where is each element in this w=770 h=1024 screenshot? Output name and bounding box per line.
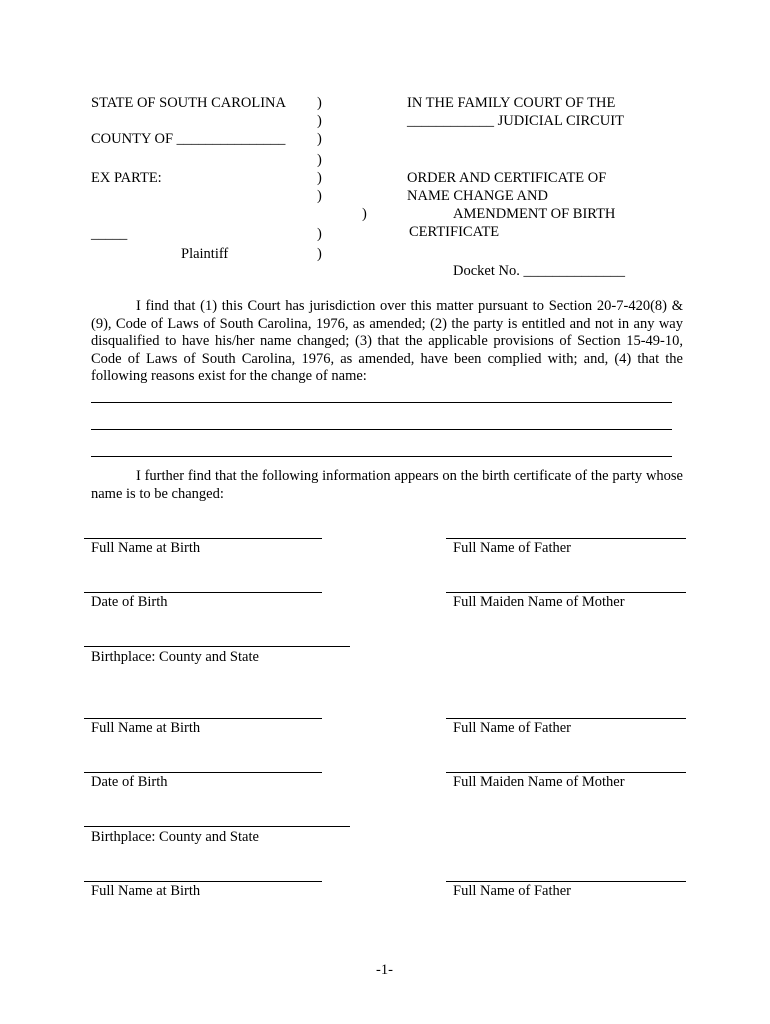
full-name-at-birth-label: Full Name at Birth (91, 540, 201, 556)
full-name-of-father-label: Full Name of Father (453, 720, 571, 736)
birthplace-line[interactable] (84, 826, 350, 827)
caption-paren: ) (317, 226, 322, 242)
date-of-birth-label: Date of Birth (91, 774, 168, 790)
reason-line-2[interactable] (91, 429, 672, 430)
order-title-line4: CERTIFICATE (409, 224, 500, 240)
ex-parte-label: EX PARTE: (91, 170, 162, 186)
caption-paren: ) (317, 152, 322, 168)
full-name-of-father-line[interactable] (446, 718, 686, 719)
order-title-line2: NAME CHANGE AND (407, 188, 548, 204)
court-name: IN THE FAMILY COURT OF THE (407, 95, 616, 111)
maiden-name-of-mother-line[interactable] (446, 592, 686, 593)
caption-paren: ) (317, 131, 322, 147)
birthplace-label: Birthplace: County and State (91, 649, 259, 665)
caption-paren: ) (362, 206, 367, 222)
full-name-at-birth-label: Full Name at Birth (91, 720, 201, 736)
caption-paren: ) (317, 113, 322, 129)
full-name-at-birth-label: Full Name at Birth (91, 883, 201, 899)
plaintiff-label: Plaintiff (181, 246, 229, 262)
maiden-name-of-mother-line[interactable] (446, 772, 686, 773)
page-number: -1- (376, 962, 393, 978)
full-name-at-birth-line[interactable] (84, 718, 322, 719)
full-name-of-father-label: Full Name of Father (453, 883, 571, 899)
state-label: STATE OF SOUTH CAROLINA (91, 95, 286, 111)
maiden-name-of-mother-label: Full Maiden Name of Mother (453, 774, 625, 790)
full-name-of-father-line[interactable] (446, 538, 686, 539)
date-of-birth-line[interactable] (84, 592, 322, 593)
reason-line-1[interactable] (91, 402, 672, 403)
county-label: COUNTY OF _______________ (91, 131, 286, 147)
caption-paren: ) (317, 170, 322, 186)
birthplace-line[interactable] (84, 646, 350, 647)
order-title-line3: AMENDMENT OF BIRTH (453, 206, 616, 222)
full-name-at-birth-line[interactable] (84, 538, 322, 539)
caption-paren: ) (317, 246, 322, 262)
caption-paren: ) (317, 188, 322, 204)
reason-line-3[interactable] (91, 456, 672, 457)
party-name-blank: _____ (91, 226, 128, 242)
full-name-at-birth-line[interactable] (84, 881, 322, 882)
findings-paragraph (91, 298, 683, 386)
birth-certificate-text: I further find that the following information appears on the birth certificate of the party whose name is to be changed: (91, 468, 683, 502)
full-name-of-father-label: Full Name of Father (453, 540, 571, 556)
findings-text: I find that (1) this Court has jurisdiction over this matter pursuant to Section 20-7-420(8) & (9), Code of Laws of South Carolina, 1976, as amended; (2) the party is entitled and not in any way disqualified to have his/her name changed; (3) that the applicable provisions of Section 15-49-10, Code of Laws of South Carolina, 1976, as amended, have been complied with; and, (4) that the following reasons exist for the change of name: (91, 298, 683, 384)
birth-certificate-paragraph (91, 468, 683, 503)
date-of-birth-label: Date of Birth (91, 594, 168, 610)
maiden-name-of-mother-label: Full Maiden Name of Mother (453, 594, 625, 610)
order-title-line1: ORDER AND CERTIFICATE OF (407, 170, 607, 186)
docket-number: Docket No. ______________ (453, 263, 625, 279)
judicial-circuit: ____________ JUDICIAL CIRCUIT (407, 113, 624, 129)
date-of-birth-line[interactable] (84, 772, 322, 773)
caption-paren: ) (317, 95, 322, 111)
birthplace-label: Birthplace: County and State (91, 829, 259, 845)
full-name-of-father-line[interactable] (446, 881, 686, 882)
